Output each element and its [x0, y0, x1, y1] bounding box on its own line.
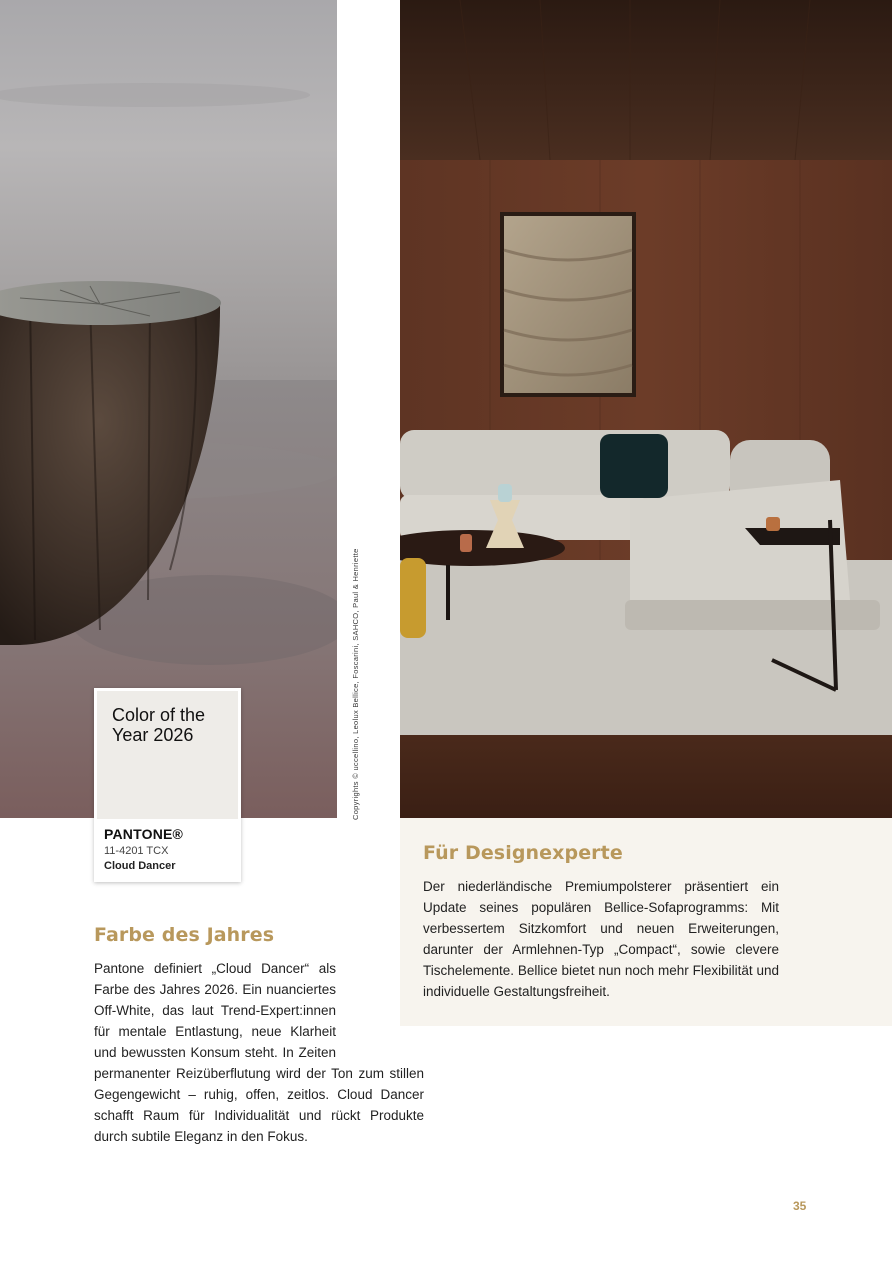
pantone-code: 11-4201 TCX [104, 845, 169, 857]
farbe-body-text: Pantone definiert „Cloud Dancer“ als Farbe des Jahres 2026. Ein nuanciertes Off-White, das laut Trend-Expert:innen für mentale Entlastung, neue Klarheit und bewussten Konsum steht. In Zeiten permanenter Reizüberflutung wird der Ton zum stillen Gegengewicht – ruhig, offen, zeitlos. Cloud Dancer schafft Raum für Individualität und rückt Produkte durch subtile Eleganz in den Fokus. [94, 961, 424, 1144]
farbe-body [94, 958, 424, 1147]
page-number: 35 [793, 1199, 807, 1213]
pantone-brand: PANTONE® [104, 826, 184, 842]
photo-living-room [400, 0, 892, 818]
text-wrap-spacer [336, 958, 424, 1063]
farbe-heading: Farbe des Jahres [94, 924, 275, 946]
designer-heading: Für Designexperte [423, 842, 623, 864]
designer-body-text: Der niederländische Premiumpolsterer präsentiert ein Update seines populären Bellice-Sofaprogramms: Mit verbessertem Sitzkomfort und neuen Erweiterungen, darunter der Armlehnen-Typ „Compact“, sowie clevere Tischelemente. Bellice bietet nun noch mehr Flexibilität und individuelle Gestaltungsfreiheit. [423, 879, 779, 999]
pantone-swatch-title: Color of the Year 2026 [112, 705, 206, 745]
pantone-swatch [97, 691, 238, 819]
designer-info-box [400, 818, 892, 1026]
copyright-text: Copyrights © uccellino, Leolux Bellice, Foscarini, SAHCO, Paul & Henriette [351, 548, 360, 820]
living-room-illustration [400, 0, 892, 818]
pantone-color-name: Cloud Dancer [104, 860, 176, 872]
pantone-card [94, 688, 241, 882]
